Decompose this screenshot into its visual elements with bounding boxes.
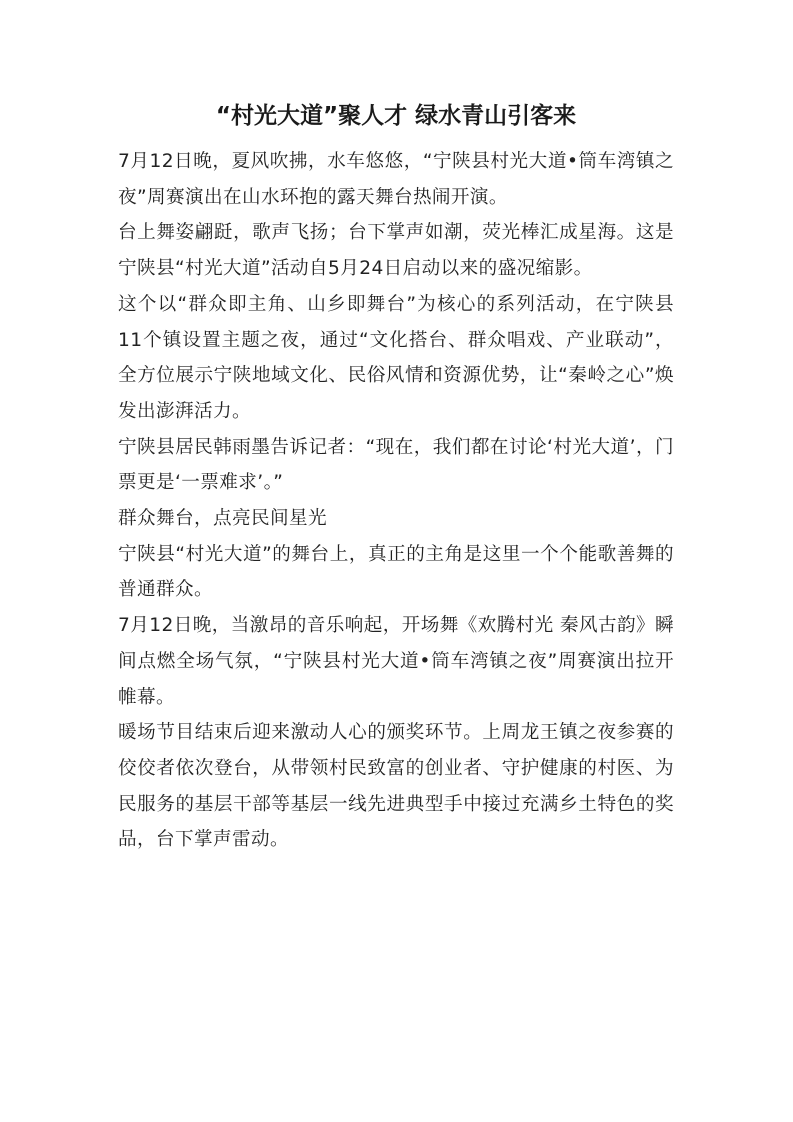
paragraph-4: 宁陕县居民韩雨墨告诉记者：“现在，我们都在讨论‘村光大道’，门票更是‘一票难求’。” (118, 436, 674, 494)
paragraph-7: 暖场节目结束后迎来激动人心的颁奖环节。上周龙王镇之夜参赛的佼佼者依次登台，从带领村民致富的创业者、守护健康的村医、为民服务的基层干部等基层一线先进典型手中接过充满乡土特色的奖品，台下掌声雷动。 (118, 722, 674, 851)
paragraph-5: 宁陕县“村光大道”的舞台上，真正的主角是这里一个个能歌善舞的普通群众。 (118, 543, 674, 601)
paragraph-2: 台上舞姿翩跹，歌声飞扬；台下掌声如潮，荧光棒汇成星海。这是宁陕县“村光大道”活动自5月24日启动以来的盛况缩影。 (118, 222, 674, 280)
article-title: “村光大道”聚人才 绿水青山引客来 (215, 103, 577, 129)
paragraph-3: 这个以“群众即主角、山乡即舞台”为核心的系列活动，在宁陕县11个镇设置主题之夜，通过“文化搭台、群众唱戏、产业联动”，全方位展示宁陕地域文化、民俗风情和资源优势，让“秦岭之心”焕发出澎湃活力。 (118, 293, 674, 422)
paragraph-6: 7月12日晚，当激昂的音乐响起，开场舞《欢腾村光 秦风古韵》瞬间点燃全场气氛，“宁陕县村光大道•筒车湾镇之夜”周赛演出拉开帷幕。 (118, 615, 674, 708)
section-heading: 群众舞台，点亮民间星光 (118, 508, 327, 530)
article-body (118, 144, 674, 858)
paragraph-1: 7月12日晚，夏风吹拂，水车悠悠，“宁陕县村光大道•筒车湾镇之夜”周赛演出在山水环抱的露天舞台热闹开演。 (118, 151, 674, 208)
